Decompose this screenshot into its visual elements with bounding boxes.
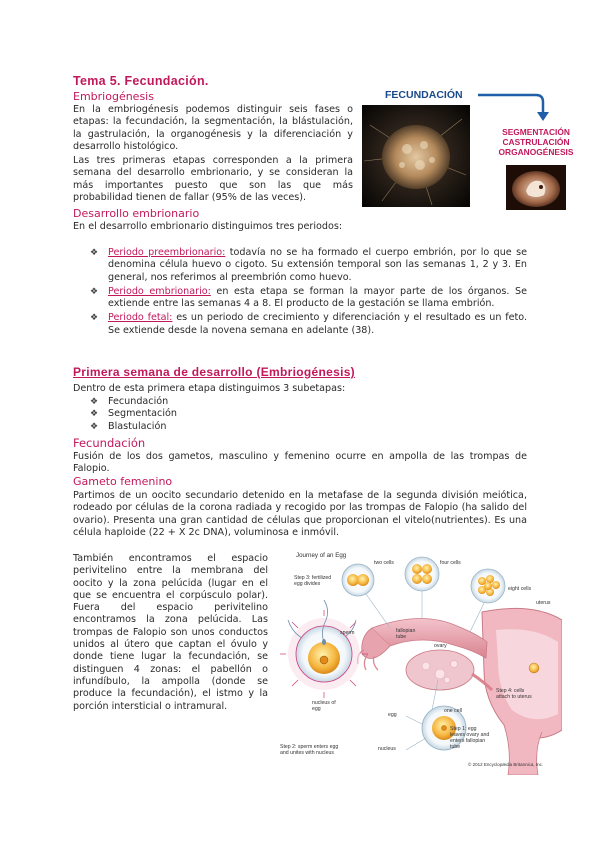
gameto-heading: Gameto femenino [73,475,173,488]
periodo-link[interactable]: Periodo embrionario: [108,285,211,297]
embriogenesis-heading: Embriogénesis [73,90,154,103]
label-one-cell: one cell [444,708,462,714]
subetapa-label: Segmentación [108,408,177,420]
label-four-cells: four cells [440,560,461,566]
diamond-bullet-icon: ❖ [90,313,99,324]
gameto-paragraph-2: También encontramos el espacio perivitelino entre la membrana del oocito y la zona pelúcida (lugar en el que se encuentra el corpúsculo polar). Fuera del espacio perivitelino encontramos la zona pelúcida. Las trompas de Falopio son unos conductos unidos al útero que captan el óvulo y donde tiene lugar la fecundación, se distinguen 4 zonas: el pabellón o infundíbulo, la ampolla (donde se produce la fecundación), el istmo y la porción intersticial o intramural. [73,553,268,712]
figure-title: FECUNDACIÓN [385,89,463,101]
desarrollo-paragraph: En el desarrollo embrionario distinguimos tres periodos: [73,221,343,232]
label-egg: egg [388,712,397,718]
periodo-text: en esta etapa se forman la mayor parte de los órganos. Se extiende entre las semanas 4 a 8. El producto de la gestación se llama embrión. [108,285,528,310]
gameto-paragraph-1: Partimos de un oocito secundario detenido en la metafase de la segunda división meiótica, rodeado por células de la corona radiada y recogido por las trompas de Falopio (ha salido del ovario). Presenta una gran cantidad de células que proporcionan el vitelo(nutrientes). Es una célula haploide (22 + X 2c DNA), voluminosa e inmóvil. [73,490,527,538]
subetapa-label: Fecundación [108,396,169,407]
periodo-link[interactable]: Periodo fetal: [108,312,173,324]
subetapa-item [90,408,290,420]
label-step4: Step 4: cells attach to uterus [496,688,532,700]
page-title: Tema 5. Fecundación. [73,74,209,88]
label-step2: Step 2: sperm enters egg and unites with nucleus [280,744,339,756]
periodo-item [90,286,527,311]
fecundacion-heading: Fecundación [73,436,146,450]
diamond-bullet-icon: ❖ [90,409,99,420]
label-eight-cells: eight cells [508,586,532,592]
embriogenesis-paragraph-1: En la embriogénesis podemos distinguir seis fases o etapas: la fecundación, la segmentación, la blástulación, la gastrulación, la organogénesis y la diferenciación y desarrollo histológico. [73,104,353,152]
diamond-bullet-icon: ❖ [90,248,99,258]
oocyte-photo [362,105,470,207]
periodo-text: todavía no se ha formado el cuerpo embrión, por lo que se denomina célula huevo o cigoto. Su extensión temporal son las semanas 1, 2 y 3. En general, nos referimos al preembrión como huevo. [108,247,527,283]
periodos-list [90,247,527,337]
diamond-bullet-icon: ❖ [90,286,99,297]
embriogenesis-paragraph-2: Las tres primeras etapas corresponden a la primera semana del desarrollo embrionario, y se consideran la más importantes puesto que son las que más probabilidad tienen de fallar (95% de las veces). [73,155,353,203]
primera-semana-heading: Primera semana de desarrollo (Embriogénesis) [73,365,355,379]
label-nucleus: nucleus [378,746,396,752]
desarrollo-heading: Desarrollo embrionario [73,207,200,220]
subetapas-list [90,396,290,433]
primera-semana-paragraph: Dentro de esta primera etapa distinguimos 3 subetapas: [73,383,346,394]
copyright: © 2012 Encyclopædia Britannica, Inc. [468,762,544,767]
periodo-item [90,312,527,337]
periodo-link[interactable]: Periodo preembrionario: [108,247,226,258]
embryo-photo [506,165,566,210]
label-uterus: uterus [536,600,551,606]
label-step3: Step 3: fertilized egg divides [294,575,332,587]
label-sperm: sperm [340,630,355,636]
subetapa-label: Blastulación [108,420,167,432]
periodo-text: es un periodo de crecimiento y diferenciación y el resultado es un feto. Se extiende desde la novena semana en adelante (38). [108,312,527,336]
subetapa-item [90,421,290,433]
label-two-cells: two cells [374,560,394,566]
figure-stage-labels: SEGMENTACIÓN CASTRULACIÓN ORGANOGÉNESIS [498,127,574,157]
label-step1: Step 1: egg leaves ovary and enters fallopian tube [450,726,490,750]
diamond-bullet-icon: ❖ [90,397,99,407]
figure-title: Journey of an Egg [296,552,347,559]
label-nucleus-egg: nucleus of egg [312,700,336,712]
subetapa-item [90,396,290,408]
label-fallopian: fallopian tube [396,628,416,640]
diamond-bullet-icon: ❖ [90,421,99,432]
fecundacion-paragraph: Fusión de los dos gametos, masculino y femenino ocurre en ampolla de las trompas de Falopio. [73,451,527,475]
periodo-item [90,247,527,284]
fecundacion-figure [358,85,574,210]
journey-of-egg-figure [272,550,562,775]
label-ovary: ovary [434,643,447,649]
